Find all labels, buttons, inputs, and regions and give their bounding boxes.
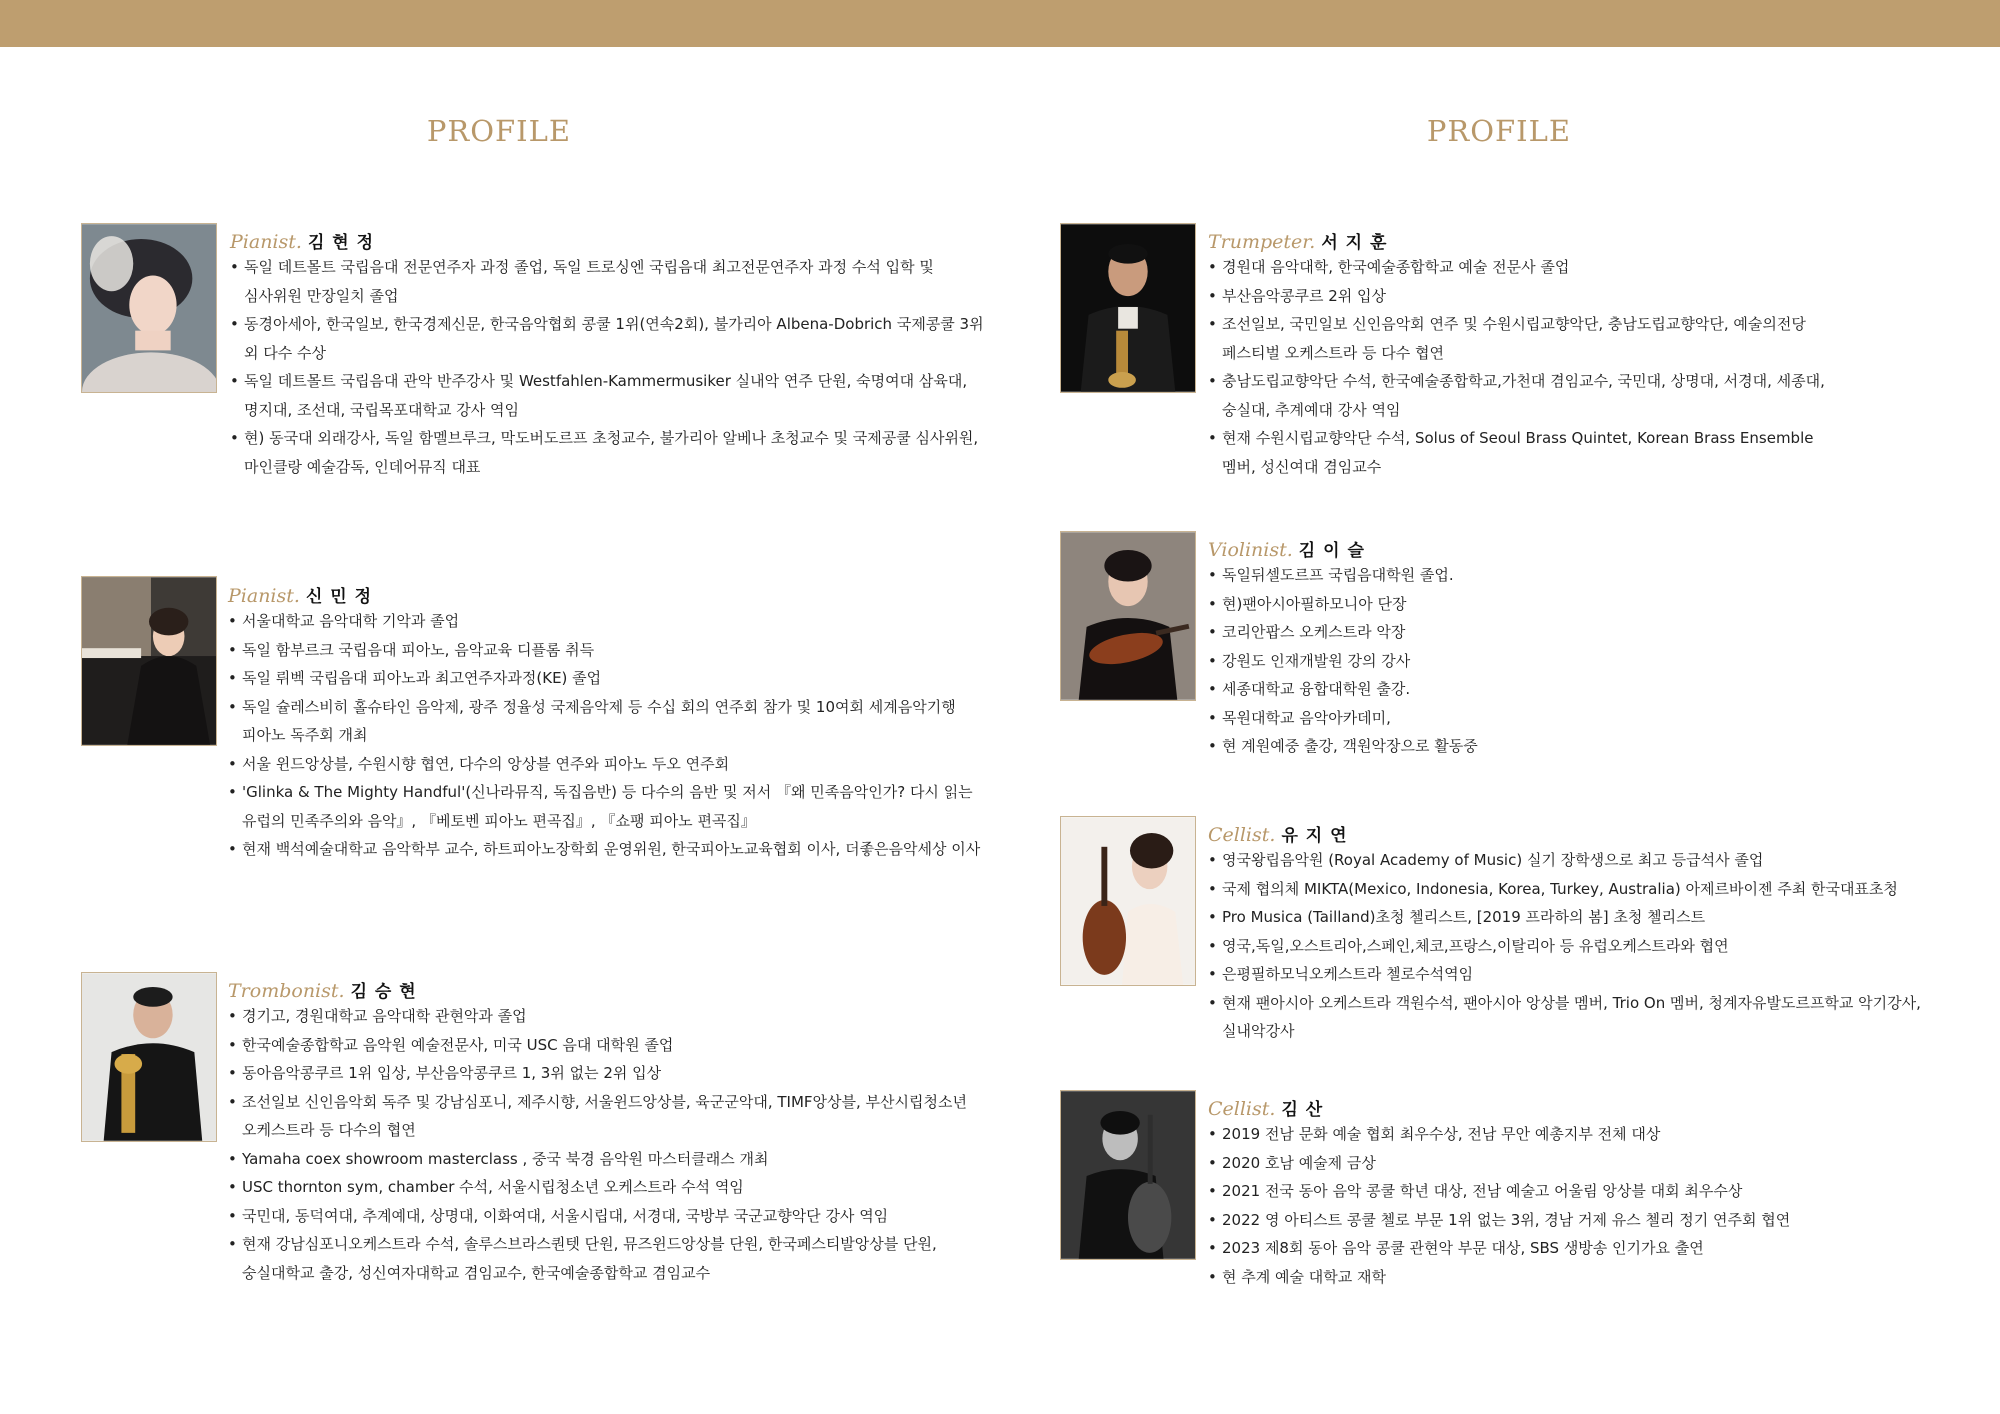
profile-pianist-kim-hyunjung bbox=[230, 219, 984, 481]
bio-item: 외 다수 수상 bbox=[244, 343, 326, 362]
bio-item: • 서울대학교 음악대학 기악과 졸업 bbox=[228, 607, 980, 636]
portrait-photo-trumpeter-seo-jihoon bbox=[1060, 223, 1196, 393]
bio-item: • Yamaha coex showroom masterclass , 중국 북경 음악원 마스터클래스 개최 bbox=[228, 1145, 967, 1174]
bio-item: • 독일 데트몰트 국립음대 관악 반주강사 및 Westfahlen-Kammermusiker 실내악 연주 단원, 숙명여대 삼육대, bbox=[230, 367, 984, 396]
bio-item: • 현) 동국대 외래강사, 독일 함멜브루크, 막도버도르프 초청교수, 불가리아 알베나 초청교수 및 국제공쿨 심사위원, bbox=[230, 424, 984, 453]
bio-item: 멤버, 성신여대 겸임교수 bbox=[1222, 457, 1382, 476]
portrait-photo-pianist-shin-minjung bbox=[81, 576, 217, 746]
profile-header bbox=[228, 573, 980, 607]
bio-item: 명지대, 조선대, 국립목포대학교 강사 역임 bbox=[244, 400, 519, 419]
profile-role: Trombonist. bbox=[228, 980, 345, 1002]
bio-item: • 코리안팝스 오케스트라 악장 bbox=[1208, 618, 1478, 647]
bio-item: • 독일 슐레스비히 홀슈타인 음악제, 광주 정율성 국제음악제 등 수십 회의 연주회 참가 및 10여회 세계음악기행 bbox=[228, 693, 980, 722]
bio-item: • 2023 제8회 동아 음악 콩쿨 관현악 부문 대상, SBS 생방송 인기가요 출연 bbox=[1208, 1234, 1790, 1263]
bio-item: • 영국왕립음악원 (Royal Academy of Music) 실기 장학생으로 최고 등급석사 졸업 bbox=[1208, 846, 1921, 875]
bio-item: • USC thornton sym, chamber 수석, 서울시립청소년 오케스트라 수석 역임 bbox=[228, 1173, 967, 1202]
profile-name: 유 지 연 bbox=[1281, 826, 1348, 846]
bio-item: • 동아음악콩쿠르 1위 입상, 부산음악콩쿠르 1, 3위 없는 2위 입상 bbox=[228, 1059, 967, 1088]
profile-header bbox=[1208, 812, 1921, 846]
bio-list bbox=[1208, 253, 1825, 481]
profile-cellist-yoo-jiyeon bbox=[1208, 812, 1921, 1046]
portrait-photo-icon bbox=[82, 973, 216, 1141]
bio-item: • 국민대, 동덕여대, 추계예대, 상명대, 이화여대, 서울시립대, 서경대, 국방부 국군교향악단 강사 역임 bbox=[228, 1202, 967, 1231]
bio-item: • 독일뒤셀도르프 국립음대학원 졸업. bbox=[1208, 561, 1478, 590]
profile-violinist-kim-iseul bbox=[1208, 527, 1478, 761]
profile-trumpeter-seo-jihoon bbox=[1208, 219, 1825, 481]
bio-item: • 강원도 인재개발원 강의 강사 bbox=[1208, 647, 1478, 676]
bio-item: 피아노 독주회 개최 bbox=[242, 726, 368, 744]
profile-role: Cellist. bbox=[1208, 1098, 1276, 1120]
bio-item: • Pro Musica (Tailland)초청 첼리스트, [2019 프라하의 봄] 초청 첼리스트 bbox=[1208, 903, 1921, 932]
portrait-photo-icon bbox=[1061, 532, 1195, 700]
profile-cellist-kim-san bbox=[1208, 1086, 1790, 1291]
portrait-photo-icon bbox=[1061, 1091, 1195, 1259]
bio-item: 실내악강사 bbox=[1222, 1022, 1295, 1040]
portrait-photo-cellist-yoo-jiyeon bbox=[1060, 816, 1196, 986]
bio-item: • 2019 전남 문화 예술 협회 최우수상, 전남 무안 예총지부 전체 대상 bbox=[1208, 1120, 1790, 1149]
bio-item: • 서울 윈드앙상블, 수원시향 협연, 다수의 앙상블 연주와 피아노 두오 연주회 bbox=[228, 750, 980, 779]
bio-item: 마인클랑 예술감독, 인데어뮤직 대표 bbox=[244, 457, 481, 476]
portrait-photo-violinist-kim-iseul bbox=[1060, 531, 1196, 701]
bio-item: • 현재 백석예술대학교 음악학부 교수, 하트피아노장학회 운영위원, 한국피아노교육협회 이사, 더좋은음악세상 이사 bbox=[228, 835, 980, 864]
bio-item: • 영국,독일,오스트리아,스페인,체코,프랑스,이탈리아 등 유럽오케스트라와 협연 bbox=[1208, 932, 1921, 961]
profile-role: Trumpeter. bbox=[1208, 231, 1316, 253]
bio-item: • 2020 호남 예술제 금상 bbox=[1208, 1149, 1790, 1178]
profile-header bbox=[1208, 527, 1478, 561]
profile-name: 서 지 훈 bbox=[1321, 233, 1388, 253]
bio-list bbox=[1208, 846, 1921, 1046]
bio-item: • 부산음악콩쿠르 2위 입상 bbox=[1208, 282, 1825, 311]
bio-item: • 조선일보 신인음악회 독주 및 강남심포니, 제주시향, 서울윈드앙상블, 육군군악대, TIMF앙상블, 부산시립청소년 bbox=[228, 1088, 967, 1117]
bio-item: • 한국예술종합학교 음악원 예술전문사, 미국 USC 음대 대학원 졸업 bbox=[228, 1031, 967, 1060]
bio-item: • 독일 함부르크 국립음대 피아노, 음악교육 디플롬 취득 bbox=[228, 636, 980, 665]
bio-item: • 목원대학교 음악아카데미, bbox=[1208, 704, 1478, 733]
bio-item: 숭실대학교 출강, 성신여자대학교 겸임교수, 한국예술종합학교 겸임교수 bbox=[242, 1263, 711, 1282]
portrait-photo-icon bbox=[82, 224, 216, 392]
bio-list bbox=[230, 253, 984, 481]
bio-item: • 현재 강남심포니오케스트라 수석, 솔루스브라스퀀텟 단원, 뮤즈윈드앙상블 단원, 한국페스티발앙상블 단원, bbox=[228, 1230, 967, 1259]
profile-name: 김 현 정 bbox=[307, 233, 375, 253]
bio-item: • 국제 협의체 MIKTA(Mexico, Indonesia, Korea, Turkey, Australia) 아제르바이젠 주최 한국대표초청 bbox=[1208, 875, 1921, 904]
portrait-photo-icon bbox=[1061, 817, 1195, 985]
bio-list bbox=[1208, 1120, 1790, 1291]
profile-trombonist-kim-seunghyun bbox=[228, 968, 967, 1287]
bio-item: • 현 추계 예술 대학교 재학 bbox=[1208, 1263, 1790, 1292]
profile-name: 김 이 슬 bbox=[1298, 541, 1365, 561]
profile-pianist-shin-minjung bbox=[228, 573, 980, 864]
profile-header bbox=[1208, 219, 1825, 253]
bio-item: • 2021 전국 동아 음악 콩쿨 학년 대상, 전남 예술고 어울림 앙상블 대회 최우수상 bbox=[1208, 1177, 1790, 1206]
bio-item: • 독일 뤼벡 국립음대 피아노과 최고연주자과정(KE) 졸업 bbox=[228, 664, 980, 693]
bio-item: 오케스트라 등 다수의 협연 bbox=[242, 1121, 416, 1139]
bio-item: 페스티벌 오케스트라 등 다수 협연 bbox=[1222, 343, 1444, 362]
portrait-photo-pianist-kim-hyunjung bbox=[81, 223, 217, 393]
bio-item: • 독일 데트몰트 국립음대 전문연주자 과정 졸업, 독일 트로싱엔 국립음대 최고전문연주자 과정 수석 입학 및 bbox=[230, 253, 984, 282]
profile-header bbox=[228, 968, 967, 1002]
profile-header bbox=[230, 219, 984, 253]
bio-list bbox=[1208, 561, 1478, 761]
bio-item: • 세종대학교 융합대학원 출강. bbox=[1208, 675, 1478, 704]
bio-item: • 은평필하모닉오케스트라 첼로수석역임 bbox=[1208, 960, 1921, 989]
bio-item: • 충남도립교향악단 수석, 한국예술종합학교,가천대 겸임교수, 국민대, 상명대, 서경대, 세종대, bbox=[1208, 367, 1825, 396]
portrait-photo-icon bbox=[1061, 224, 1195, 392]
bio-item: • 현)팬아시아필하모니아 단장 bbox=[1208, 590, 1478, 619]
bio-item: • 조선일보, 국민일보 신인음악회 연주 및 수원시립교향악단, 충남도립교향악단, 예술의전당 bbox=[1208, 310, 1825, 339]
bio-item: • 'Glinka & The Mighty Handful'(신나라뮤직, 독집음반) 등 다수의 음반 및 저서 『왜 민족음악인가? 다시 읽는 bbox=[228, 778, 980, 807]
portrait-photo-trombonist-kim-seunghyun bbox=[81, 972, 217, 1142]
bio-item: • 경기고, 경원대학교 음악대학 관현악과 졸업 bbox=[228, 1002, 967, 1031]
profile-role: Pianist. bbox=[230, 231, 302, 253]
bio-list bbox=[228, 1002, 967, 1287]
bio-item: • 동경아세아, 한국일보, 한국경제신문, 한국음악협회 콩쿨 1위(연속2회), 불가리아 Albena-Dobrich 국제콩쿨 3위 bbox=[230, 310, 984, 339]
bio-item: 유럽의 민족주의와 음악』, 『베토벤 피아노 편곡집』, 『쇼팽 피아노 편곡집』 bbox=[242, 811, 756, 830]
profile-role: Cellist. bbox=[1208, 824, 1276, 846]
bio-item: • 현재 수원시립교향악단 수석, Solus of Seoul Brass Quintet, Korean Brass Ensemble bbox=[1208, 424, 1825, 453]
portrait-photo-cellist-kim-san bbox=[1060, 1090, 1196, 1260]
bio-list bbox=[228, 607, 980, 864]
top-accent-bar bbox=[0, 0, 2000, 47]
bio-item: 숭실대, 추계예대 강사 역임 bbox=[1222, 400, 1401, 419]
portrait-photo-icon bbox=[82, 577, 216, 745]
profile-name: 김 산 bbox=[1281, 1100, 1324, 1120]
bio-item: • 현재 팬아시아 오케스트라 객원수석, 팬아시아 앙상블 멤버, Trio On 멤버, 청계자유발도르프학교 악기강사, bbox=[1208, 989, 1921, 1018]
profile-name: 신 민 정 bbox=[305, 587, 373, 607]
bio-item: 심사위원 만장일치 졸업 bbox=[244, 286, 399, 305]
bio-item: • 경원대 음악대학, 한국예술종합학교 예술 전문사 졸업 bbox=[1208, 253, 1825, 282]
profile-header bbox=[1208, 1086, 1790, 1120]
page-title-right: PROFILE bbox=[1426, 114, 1572, 148]
profile-name: 김 승 현 bbox=[350, 982, 417, 1002]
bio-item: • 2022 영 아티스트 콩쿨 첼로 부문 1위 없는 3위, 경남 거제 유스 첼리 정기 연주회 협연 bbox=[1208, 1206, 1790, 1235]
page-title-left: PROFILE bbox=[426, 114, 572, 148]
bio-item: • 현 계원예중 출강, 객원악장으로 활동중 bbox=[1208, 732, 1478, 761]
profile-role: Violinist. bbox=[1208, 539, 1293, 561]
profile-role: Pianist. bbox=[228, 585, 300, 607]
